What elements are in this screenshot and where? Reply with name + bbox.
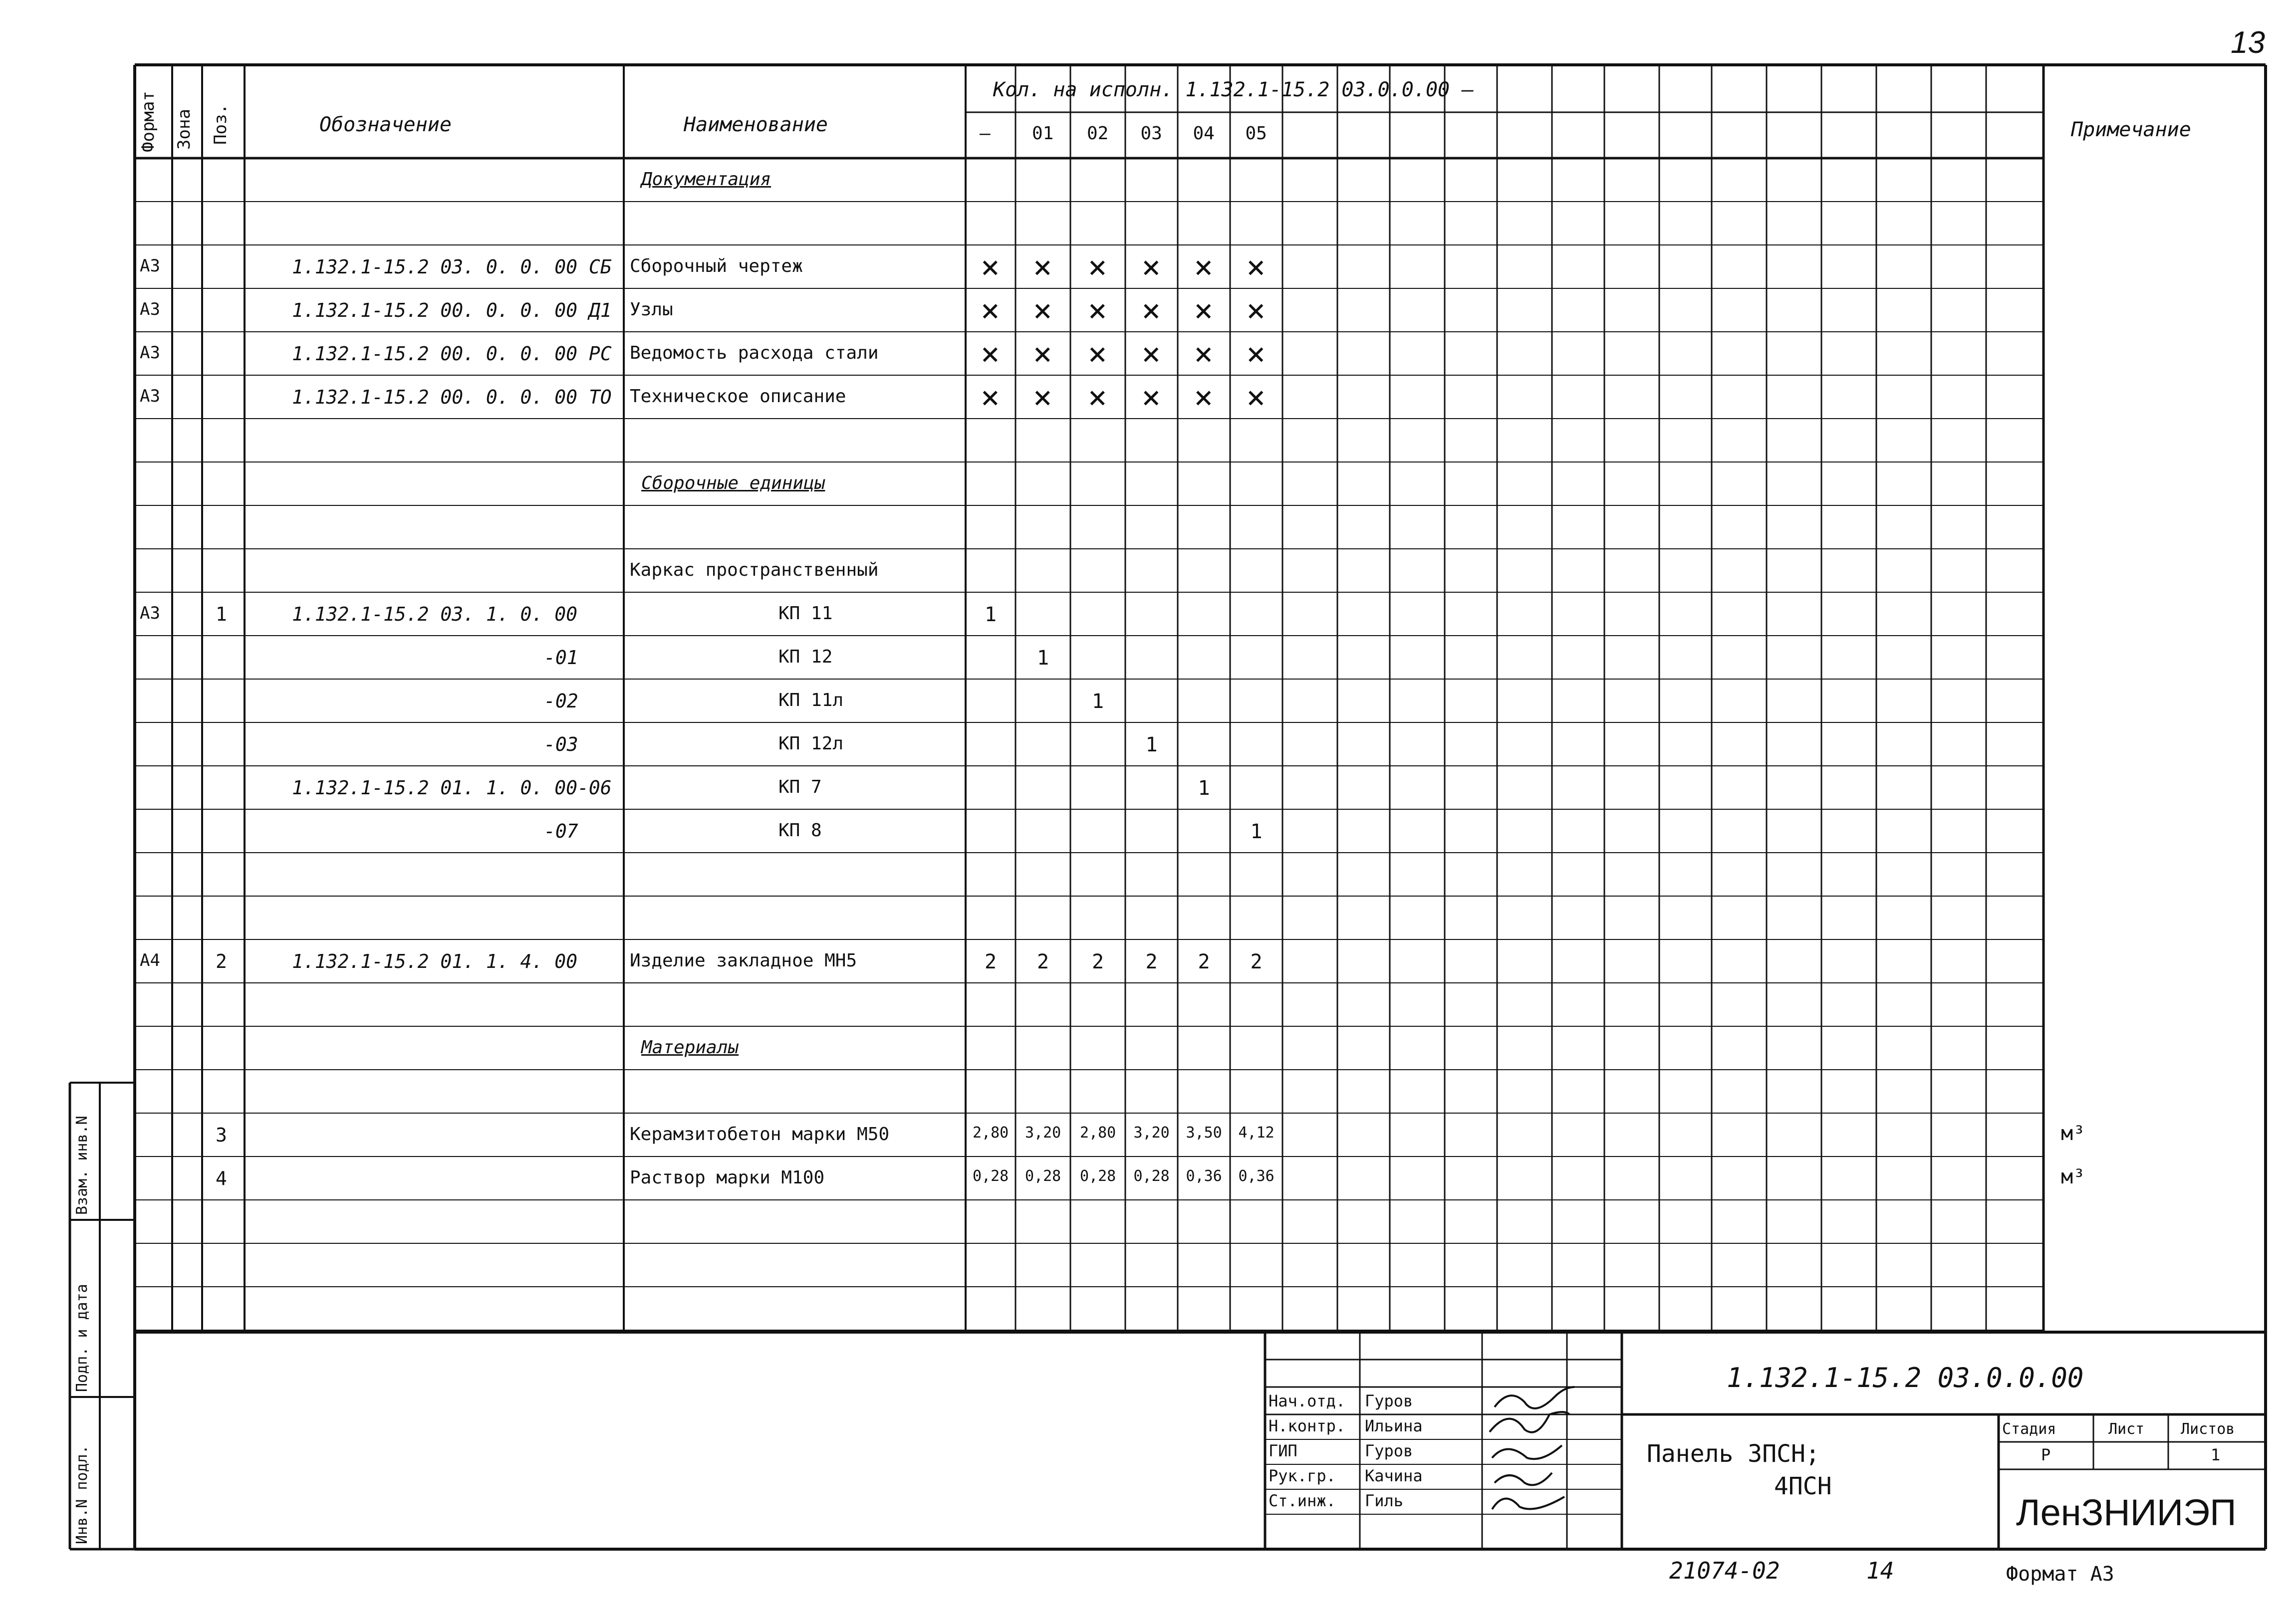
header-note: Примечание — [2071, 118, 2191, 141]
row-format: А3 — [140, 299, 160, 319]
row-qty-3: 3,20 — [1133, 1124, 1170, 1142]
row-name: КП 12л — [778, 733, 844, 754]
variant-header-0: — — [980, 123, 991, 144]
variant-header-5: 05 — [1245, 123, 1267, 144]
row-pos: 4 — [216, 1167, 227, 1189]
variant-header-2: 02 — [1087, 123, 1109, 144]
signature-marks — [1490, 1387, 1574, 1509]
stage-label: Стадия — [2002, 1420, 2056, 1438]
row-qty-1: 0,28 — [1025, 1167, 1061, 1185]
header-format: Формат — [138, 91, 158, 152]
row-designation: -07 — [544, 820, 578, 842]
row-name: КП 8 — [778, 820, 822, 841]
row-name: Сборочные единицы — [641, 473, 825, 493]
organization: ЛенЗНИИЭП — [2016, 1492, 2237, 1533]
row-designation: 1.132.1-15.2 00. 0. 0. 00 ТО — [292, 386, 612, 408]
row-designation: 1.132.1-15.2 03. 0. 0. 00 СБ — [292, 256, 612, 278]
document-code: 1.132.1-15.2 03.0.0.00 — [1727, 1362, 2084, 1393]
row-qty-5: 1 — [1250, 820, 1263, 843]
signature-role: Н.контр. — [1269, 1416, 1346, 1435]
row-designation: 1.132.1-15.2 00. 0. 0. 00 РС — [292, 343, 612, 365]
row-qty-4: 0,36 — [1186, 1167, 1222, 1185]
variant-header-1: 01 — [1032, 123, 1054, 144]
row-name: Раствор марки М100 — [630, 1167, 825, 1188]
row-qty-4: 3,50 — [1186, 1124, 1222, 1142]
row-qty-0: × — [981, 379, 1000, 416]
row-qty-1: 1 — [1037, 647, 1049, 670]
sheets-value: 1 — [2211, 1445, 2221, 1464]
row-format: А4 — [140, 950, 160, 970]
row-qty-0: 2,80 — [973, 1124, 1009, 1142]
row-qty-2: 2,80 — [1080, 1124, 1116, 1142]
header-name: Наименование — [684, 113, 828, 136]
row-qty-5: × — [1246, 336, 1266, 373]
signature-name: Ильина — [1365, 1416, 1423, 1435]
row-format: А3 — [140, 603, 160, 623]
row-pos: 1 — [216, 603, 227, 625]
row-name: КП 12 — [778, 647, 833, 667]
row-format: А3 — [140, 256, 160, 276]
row-designation: 1.132.1-15.2 01. 1. 0. 00-06 — [292, 777, 612, 799]
variant-header-4: 04 — [1193, 123, 1215, 144]
row-qty-5: 0,36 — [1238, 1167, 1275, 1185]
row-name: КП 11л — [778, 690, 844, 710]
row-qty-3: × — [1141, 249, 1161, 286]
stage-value: Р — [2041, 1445, 2051, 1464]
row-name: Керамзитобетон марки М50 — [630, 1124, 890, 1145]
row-name: Каркас пространственный — [630, 560, 879, 580]
signature-name: Гуров — [1365, 1391, 1413, 1410]
row-qty-2: × — [1088, 379, 1107, 416]
row-name: КП 7 — [778, 777, 822, 797]
row-note: м³ — [2061, 1122, 2085, 1145]
sheet-number: 13 — [2231, 25, 2265, 60]
signature-role: Нач.отд. — [1269, 1391, 1346, 1410]
header-pos: Поз. — [211, 104, 231, 145]
row-format: А3 — [140, 343, 160, 363]
row-designation: -02 — [544, 690, 578, 712]
row-name: Узлы — [630, 299, 673, 320]
side-label-podp: Подп. и дата — [73, 1284, 91, 1392]
row-qty-2: × — [1088, 336, 1107, 373]
row-qty-1: × — [1033, 292, 1052, 329]
title-line-2: 4ПСН — [1774, 1472, 1832, 1500]
row-qty-4: 1 — [1198, 777, 1210, 800]
row-format: А3 — [140, 386, 160, 406]
row-name: Изделие закладное МН5 — [630, 950, 857, 971]
row-qty-4: × — [1194, 336, 1214, 373]
row-name: Техническое описание — [630, 386, 846, 407]
row-qty-2: 2 — [1092, 950, 1104, 973]
row-qty-1: 3,20 — [1025, 1124, 1061, 1142]
row-qty-3: × — [1141, 292, 1161, 329]
row-designation: -01 — [544, 647, 578, 669]
row-designation: -03 — [544, 733, 578, 755]
row-qty-2: 1 — [1092, 690, 1104, 713]
row-name: Материалы — [641, 1037, 739, 1058]
signature-role: Рук.гр. — [1269, 1466, 1336, 1485]
row-qty-5: × — [1246, 292, 1266, 329]
row-designation: 1.132.1-15.2 00. 0. 0. 00 Д1 — [292, 299, 612, 321]
footer-page: 14 — [1866, 1557, 1894, 1584]
row-name: Ведомость расхода стали — [630, 343, 879, 363]
signature-role: Ст.инж. — [1269, 1491, 1336, 1510]
row-qty-5: 2 — [1250, 950, 1263, 973]
row-qty-4: 2 — [1198, 950, 1210, 973]
header-designation: Обозначение — [319, 113, 452, 136]
sheets-label: Листов — [2181, 1420, 2235, 1438]
row-qty-3: × — [1141, 379, 1161, 416]
row-note: м³ — [2061, 1165, 2085, 1188]
row-name: Сборочный чертеж — [630, 256, 803, 276]
title-line-1: Панель 3ПСН; — [1647, 1440, 1820, 1468]
row-qty-5: 4,12 — [1238, 1124, 1275, 1142]
archive-number: 21074-02 — [1669, 1557, 1780, 1584]
signature-name: Гиль — [1365, 1491, 1404, 1510]
row-qty-3: 0,28 — [1133, 1167, 1170, 1185]
row-pos: 3 — [216, 1124, 227, 1146]
row-qty-1: × — [1033, 249, 1052, 286]
row-qty-0: 0,28 — [973, 1167, 1009, 1185]
row-qty-0: × — [981, 249, 1000, 286]
row-qty-0: 2 — [985, 950, 997, 973]
row-qty-3: 1 — [1145, 733, 1158, 756]
footer-format: Формат А3 — [2006, 1563, 2114, 1586]
row-qty-0: 1 — [985, 603, 997, 626]
row-designation: 1.132.1-15.2 03. 1. 0. 00 — [292, 603, 577, 625]
row-qty-5: × — [1246, 249, 1266, 286]
row-qty-1: × — [1033, 336, 1052, 373]
row-qty-0: × — [981, 292, 1000, 329]
row-pos: 2 — [216, 950, 227, 972]
row-designation: 1.132.1-15.2 01. 1. 4. 00 — [292, 950, 577, 972]
row-qty-2: × — [1088, 249, 1107, 286]
row-qty-1: × — [1033, 379, 1052, 416]
side-label-inv-podl: Инв.N подл. — [73, 1445, 91, 1544]
signature-name: Качина — [1365, 1466, 1423, 1485]
row-qty-4: × — [1194, 379, 1214, 416]
side-label-vzam: Взам. инв.N — [73, 1116, 91, 1215]
header-qty-on-version: Кол. на исполн. 1.132.1-15.2 03.0.0.00 – — [993, 78, 1474, 101]
row-qty-2: × — [1088, 292, 1107, 329]
row-qty-1: 2 — [1037, 950, 1049, 973]
row-name: КП 11 — [778, 603, 833, 624]
variant-header-3: 03 — [1140, 123, 1162, 144]
row-qty-3: 2 — [1145, 950, 1158, 973]
sheet-label: Лист — [2108, 1420, 2145, 1438]
row-name: Документация — [641, 169, 771, 190]
header-zone: Зона — [174, 109, 194, 150]
row-qty-2: 0,28 — [1080, 1167, 1116, 1185]
signature-name: Гуров — [1365, 1441, 1413, 1460]
row-qty-0: × — [981, 336, 1000, 373]
row-qty-4: × — [1194, 249, 1214, 286]
signature-role: ГИП — [1269, 1441, 1297, 1460]
row-qty-5: × — [1246, 379, 1266, 416]
row-qty-3: × — [1141, 336, 1161, 373]
row-qty-4: × — [1194, 292, 1214, 329]
